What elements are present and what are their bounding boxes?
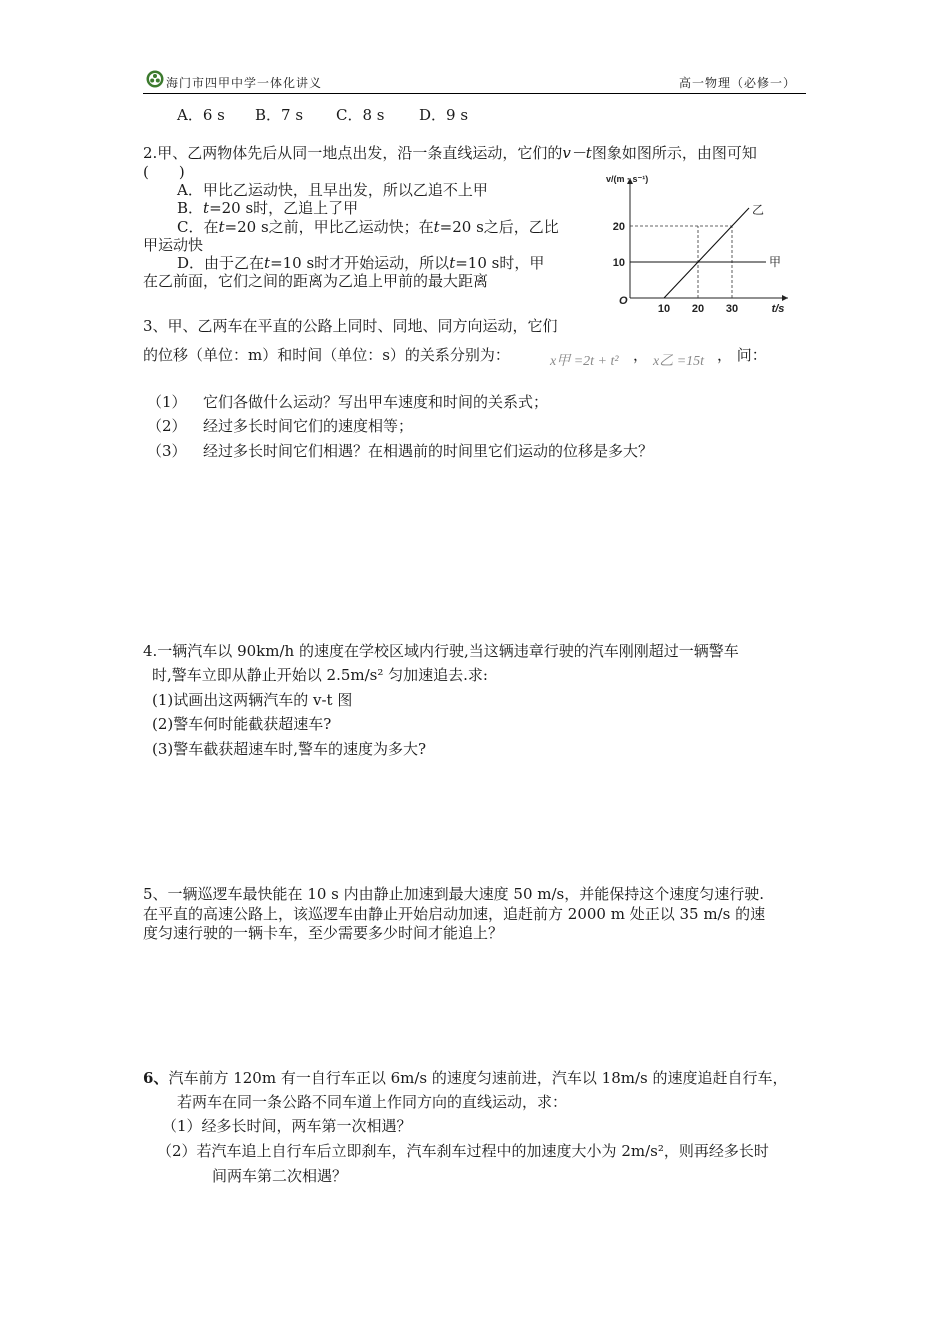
q2-option-c-text-3: =20 s之后，乙比 xyxy=(439,218,559,236)
q2-option-d-text-2: =10 s时才开始运动，所以 xyxy=(270,254,450,272)
q3-sub-3-num: （3） xyxy=(147,442,187,460)
header-rule xyxy=(143,93,806,94)
q3-sub-2: 经过多长时间它们的速度相等； xyxy=(203,417,414,435)
x-tick-label-2: 30 xyxy=(725,303,739,315)
x-tick-label-0: 10 xyxy=(657,303,671,315)
q3-sub-2-num: （2） xyxy=(147,417,187,435)
q2-option-b-text: =20 s时，乙追上了甲 xyxy=(209,199,359,217)
q1-option-b: B．7 s xyxy=(255,106,304,124)
y-axis-label: v/(m · s⁻¹) xyxy=(606,174,649,184)
y-tick-label-0: 10 xyxy=(612,257,625,269)
q3-separator: ， xyxy=(633,346,649,364)
series-label-1: 乙 xyxy=(752,203,765,217)
q6-line-1-text: 汽车前方 120m 有一自行车正以 6m/s 的速度匀速前进，汽车以 18m/s 的速度追赶自行车， xyxy=(168,1069,788,1087)
q6-line-1 xyxy=(143,1067,787,1088)
q5-line-3: 度匀速行驶的一辆卡车，至少需要多少时间才能追上？ xyxy=(143,924,504,942)
q2-option-c-cont: 甲运动快 xyxy=(143,236,204,254)
series-line-1 xyxy=(664,208,749,298)
q3-sub-3: 经过多长时间它们相遇？在相遇前的时间里它们运动的位移是多大？ xyxy=(203,442,654,460)
q2-stem xyxy=(143,142,757,163)
q2-option-c xyxy=(177,216,559,237)
q3-ask: ， 问： xyxy=(717,346,767,364)
q2-option-d-var-1: t xyxy=(264,254,271,272)
q1-option-c: C．8 s xyxy=(336,106,385,124)
q3-line-2-text: 的位移（单位：m）和时间（单位：s）的关系分别为： xyxy=(143,346,510,364)
header-subject: 高一物理（必修一） xyxy=(679,76,797,90)
q2-option-d-var-2: t xyxy=(449,254,456,272)
q3-sub-1: 它们各做什么运动？写出甲车速度和时间的关系式； xyxy=(203,393,549,411)
q3-formula-yi: x乙 =15t xyxy=(653,354,705,369)
q2-option-d-text-3: =10 s时，甲 xyxy=(455,254,545,272)
q6-line-2: 若两车在同一条公路不同车道上作同方向的直线运动，求： xyxy=(177,1093,568,1111)
q3-line-2 xyxy=(143,344,510,365)
q1-option-d: D．9 s xyxy=(419,106,469,124)
x-tick-label-1: 20 xyxy=(691,303,705,315)
q3-sub-1-num: （1） xyxy=(147,393,187,411)
q3-formula-jia: x甲 =2t + t² xyxy=(550,354,619,369)
q2-option-c-var-1: t xyxy=(218,218,225,236)
q2-option-b-label: B． xyxy=(177,199,204,217)
q3-line-1: 3、甲、乙两车在平直的公路上同时、同地、同方向运动，它们 xyxy=(143,317,558,335)
q2-stem-text-1: 2.甲、乙两物体先后从同一地点出发，沿一条直线运动，它们的 xyxy=(143,144,563,162)
q4-line-2: 时,警车立即从静止开始以 2.5m/s² 匀加速追去.求: xyxy=(152,666,488,684)
vt-chart xyxy=(600,170,800,315)
y-tick-label-1: 20 xyxy=(612,221,625,233)
q6-number: 6、 xyxy=(143,1069,169,1087)
q4-sub-3: (3)警车截获超速车时,警车的速度为多大? xyxy=(152,740,427,758)
q2-option-b xyxy=(177,197,358,218)
school-logo-icon xyxy=(146,70,164,88)
q2-option-d-cont: 在乙前面，它们之间的距离为乙追上甲前的最大距离 xyxy=(143,272,489,290)
q2-stem-var: v－t xyxy=(562,144,592,162)
q2-option-d-text-1: D．由于乙在 xyxy=(177,254,265,272)
q1-option-a: A．6 s xyxy=(177,106,225,124)
header-school: 海门市四甲中学一体化讲义 xyxy=(166,76,323,90)
q5-line-1: 5、一辆巡逻车最快能在 10 s 内由静止加速到最大速度 50 m/s，并能保持这个速度匀速行驶. xyxy=(143,885,765,903)
series-label-0: 甲 xyxy=(769,255,782,269)
q4-line-1: 4.一辆汽车以 90km/h 的速度在学校区域内行驶,当这辆违章行驶的汽车刚刚超过一辆警车 xyxy=(143,642,739,660)
q2-stem-text-2: 图象如图所示，由图可知 xyxy=(591,144,757,162)
origin-label: O xyxy=(619,295,628,307)
q2-option-c-var-2: t xyxy=(433,218,440,236)
q6-sub-2-line-2: 间两车第二次相遇？ xyxy=(212,1167,348,1185)
q4-sub-1: (1)试画出这两辆汽车的 v-t 图 xyxy=(152,691,353,709)
q6-sub-2-line-1: （2）若汽车追上自行车后立即刹车，汽车刹车过程中的加速度大小为 2m/s²，则再经多长时 xyxy=(157,1142,769,1160)
q5-line-2: 在平直的高速公路上，该巡逻车由静止开始启动加速，追赶前方 2000 m 处正以 35 m/s 的速 xyxy=(143,905,766,923)
q2-option-a: A．甲比乙运动快，且早出发，所以乙追不上甲 xyxy=(177,181,488,199)
q4-sub-2: (2)警车何时能截获超速车? xyxy=(152,715,332,733)
q2-option-c-text-1: C．在 xyxy=(177,218,219,236)
x-axis-label: t/s xyxy=(771,303,785,315)
q2-answer-blank: ( ) xyxy=(143,163,185,181)
q2-option-c-text-2: =20 s之前，甲比乙运动快；在 xyxy=(224,218,434,236)
x-axis-arrow xyxy=(782,295,788,301)
q6-sub-1: （1）经多长时间，两车第一次相遇？ xyxy=(162,1117,412,1135)
q2-option-b-var: t xyxy=(203,199,210,217)
